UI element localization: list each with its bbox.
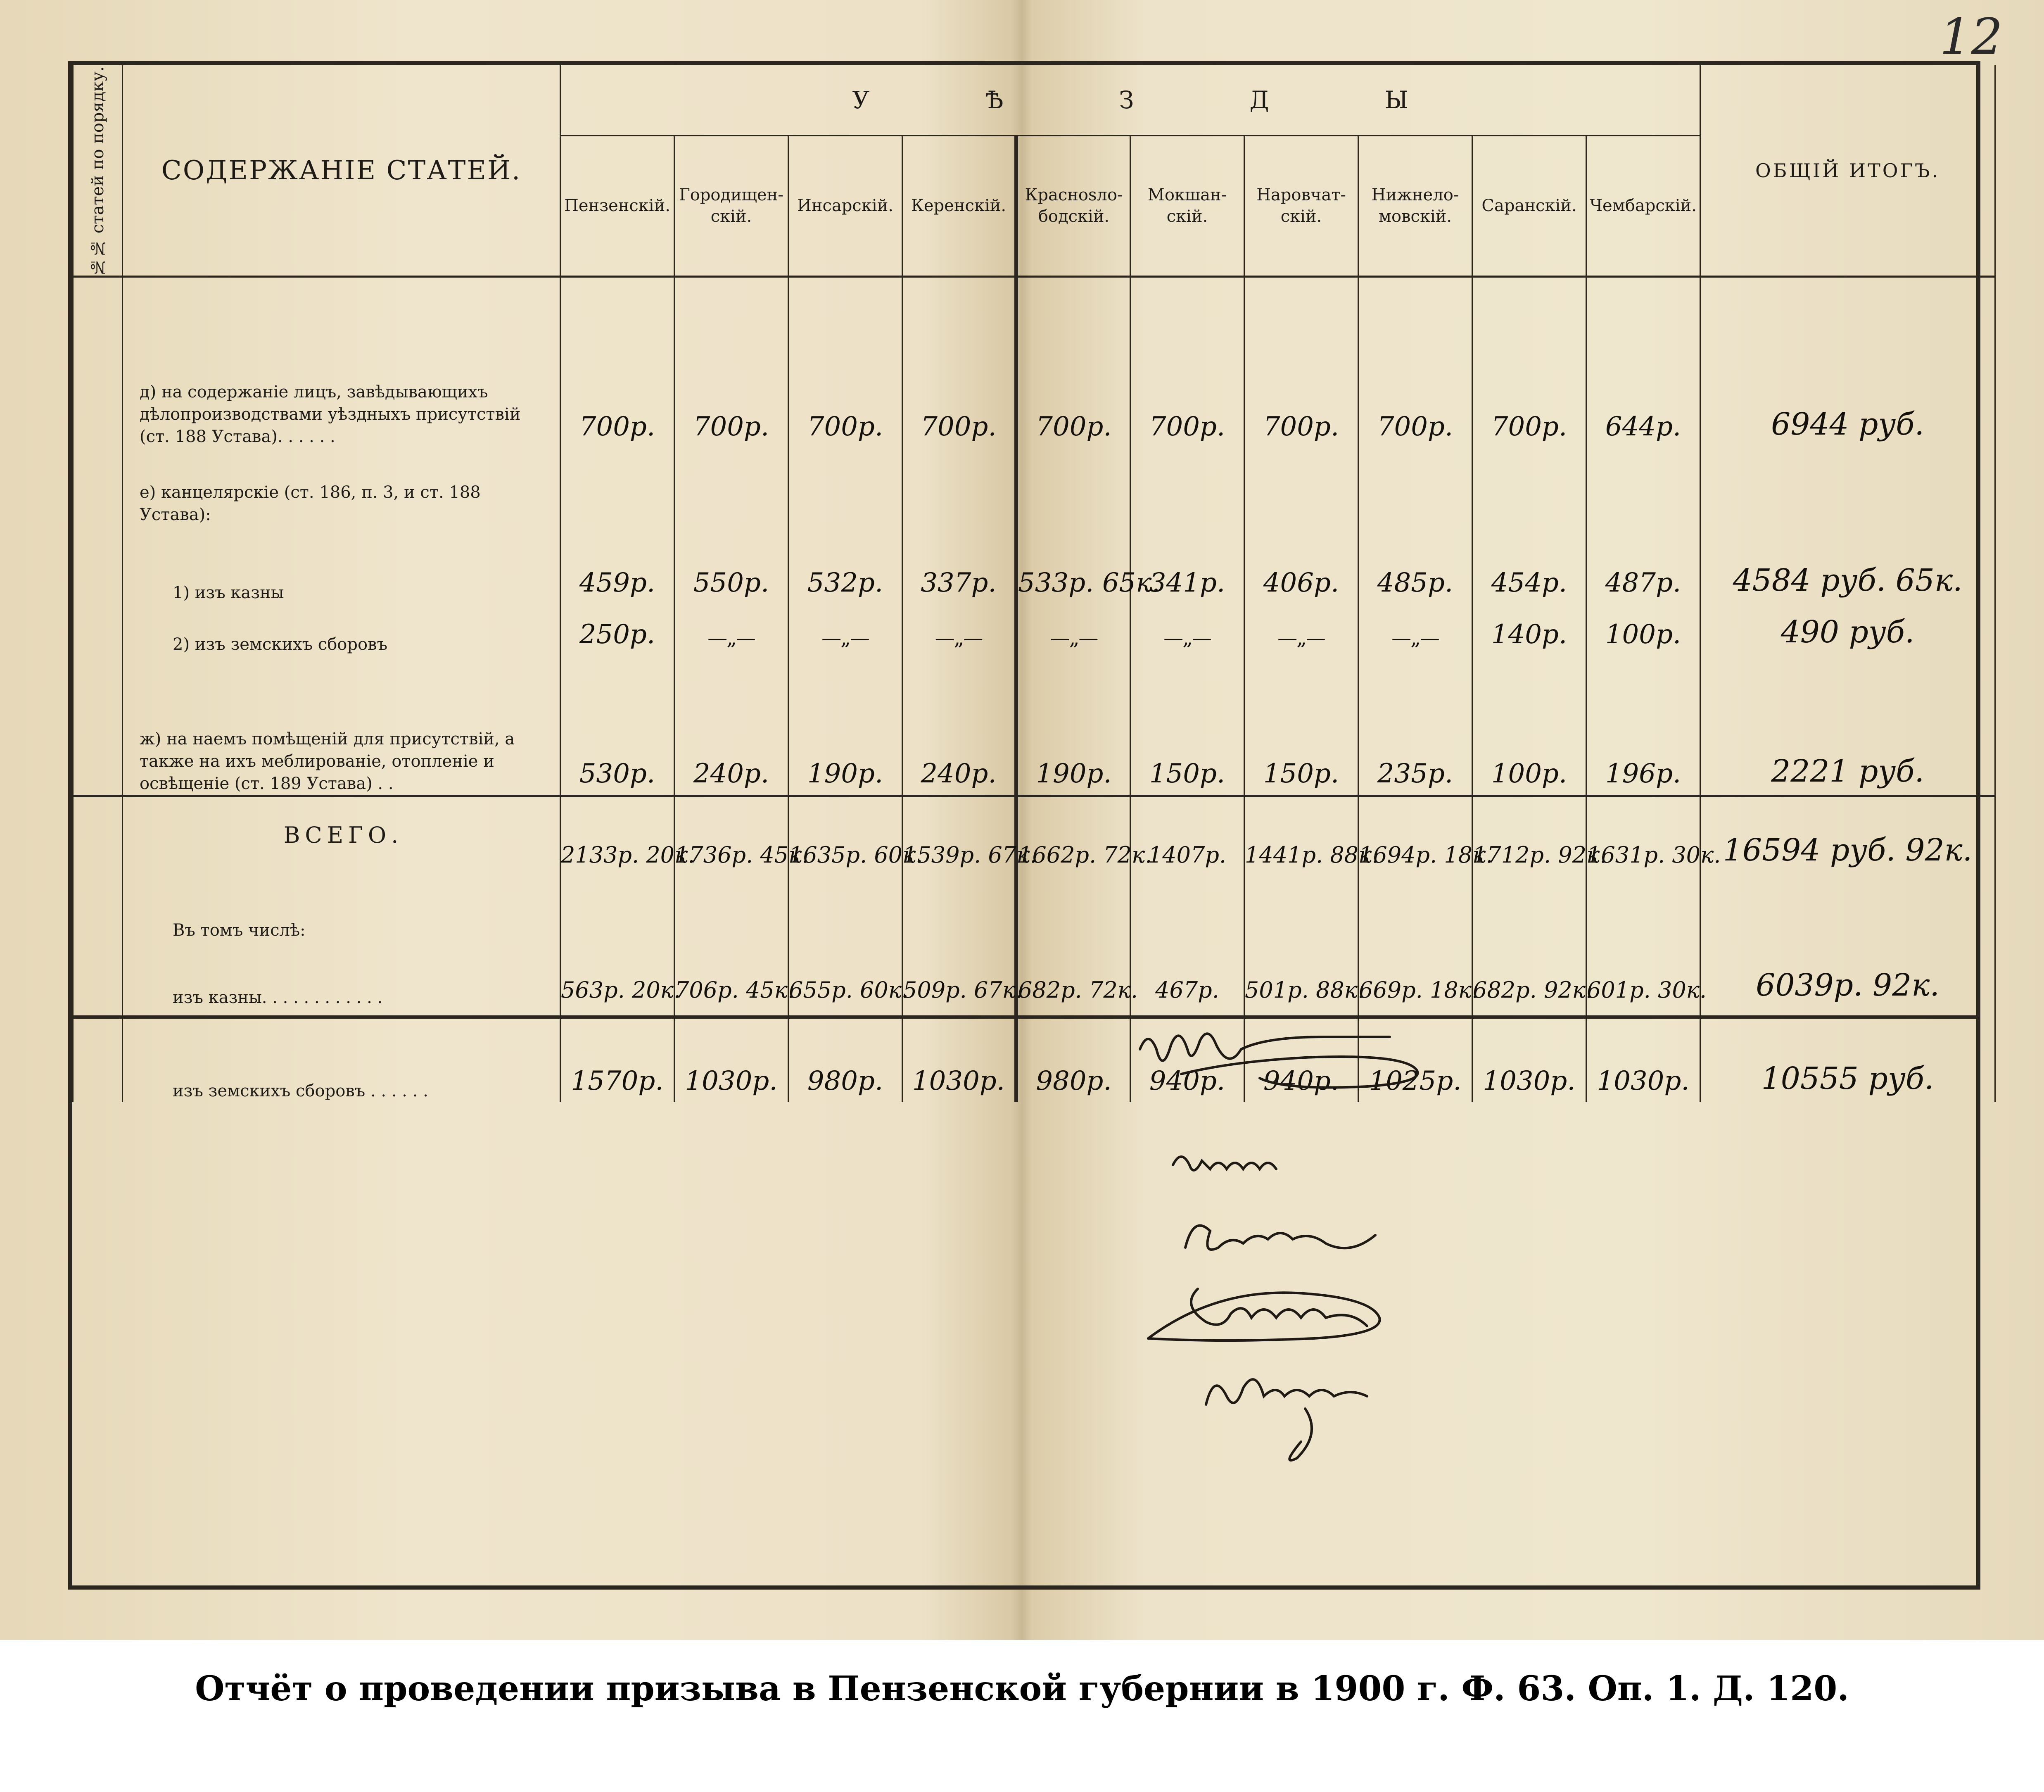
district-value: 682р. 72к. [1016,941,1130,1009]
district-value [902,874,1016,941]
row-total: 2221 руб. [1700,656,1995,796]
district-value: 532р. [788,526,902,604]
table-row [73,656,1995,796]
table-row [73,526,1995,604]
district-value [1130,448,1244,526]
district-value [902,448,1016,526]
district-value: 700р. [1358,277,1472,448]
row-label: ВСЕГО. [123,796,560,874]
district-value: 509р. 67к. [902,941,1016,1009]
district-value: 533р. 65к. [1016,526,1130,604]
district-value: 1570р. [560,1009,674,1102]
row-total: 490 руб. [1700,604,1995,656]
row-number-cell [73,277,123,448]
district-value: 196р. [1586,656,1700,796]
row-label: изъ земскихъ сборовъ . . . . . . [123,1009,560,1102]
district-value: 1030р. [1586,1009,1700,1102]
header-district: Мокшан- скій. [1130,135,1244,277]
district-value: 1030р. [1472,1009,1586,1102]
table-row [73,941,1995,1009]
district-value: 682р. 92к. [1472,941,1586,1009]
header-district: Пензенскій. [560,135,674,277]
district-value: 1539р. 67к. [902,796,1016,874]
district-value: 601р. 30к. [1586,941,1700,1009]
district-value: 190р. [788,656,902,796]
district-value [788,448,902,526]
district-value: —„— [902,604,1016,656]
row-total: 4584 руб. 65к. [1700,526,1995,604]
district-value [788,874,902,941]
district-value: 700р. [1472,277,1586,448]
handwritten-signatures [1123,1024,1495,1479]
district-value: 1025р. [1358,1009,1472,1102]
district-value [560,874,674,941]
district-value: 563р. 20к. [560,941,674,1009]
district-value: 467р. [1130,941,1244,1009]
table-row [73,604,1995,656]
row-label: изъ казны. . . . . . . . . . . . [123,941,560,1009]
district-value: 700р. [1016,277,1130,448]
table-row [73,1009,1995,1102]
district-value [674,874,788,941]
district-value [1016,448,1130,526]
header-district: Краснosло- бодскій. [1016,135,1130,277]
district-value: 644р. [1586,277,1700,448]
district-value: 485р. [1358,526,1472,604]
row-label: 1) изъ казны [123,526,560,604]
district-value: 250р. [560,604,674,656]
district-value [1358,874,1472,941]
district-value: 1635р. 60к. [788,796,902,874]
district-value: 1030р. [674,1009,788,1102]
row-number-cell [73,448,123,526]
table-row [73,874,1995,941]
district-value [1472,874,1586,941]
district-value: 100р. [1472,656,1586,796]
row-total [1700,448,1995,526]
district-value [560,448,674,526]
header-district: Инсарскій. [788,135,902,277]
district-value: 700р. [902,277,1016,448]
district-value [674,448,788,526]
district-value: 341р. [1130,526,1244,604]
ledger-frame [68,61,1980,1590]
district-value [1130,874,1244,941]
district-value [1244,874,1358,941]
district-value [1586,874,1700,941]
district-value: 980р. [1016,1009,1130,1102]
row-label: ж) на наемъ помѣщеній для присутствій, а также на ихъ меблированіе, отопленіе и освѣщеніе (ст. 189 Устава) . . [123,656,560,796]
header-content-column: СОДЕРЖАНІЕ СТАТЕЙ. [123,65,560,277]
ledger-body [73,277,1995,1103]
district-value [1586,448,1700,526]
district-value: 940р. [1244,1009,1358,1102]
caption: Отчёт о проведении призыва в Пензенской губернии в 1900 г. Ф. 63. Оп. 1. Д. 120. [195,1669,1849,1709]
header-district: Нижнело- мовскій. [1358,135,1472,277]
district-value: 140р. [1472,604,1586,656]
header-district: Наровчат- скій. [1244,135,1358,277]
row-label: д) на содержаніе лицъ, завѣдывающихъ дѣлопроизводствами уѣздныхъ присутствій (ст. 188 Устава). . . . . . [123,277,560,448]
district-value: —„— [674,604,788,656]
district-value: 337р. [902,526,1016,604]
header-district: Городищен- скій. [674,135,788,277]
district-value: 655р. 60к. [788,941,902,1009]
row-number-cell [73,874,123,941]
district-value: 150р. [1244,656,1358,796]
district-value: —„— [1244,604,1358,656]
header-total-column: ОБЩІЙ ИТОГЪ. [1700,65,1995,277]
row-total [1700,874,1995,941]
district-value: —„— [1358,604,1472,656]
district-value: 1662р. 72к. [1016,796,1130,874]
district-value: —„— [788,604,902,656]
district-value: 700р. [1130,277,1244,448]
district-value: 1712р. 92к. [1472,796,1586,874]
district-value: 240р. [674,656,788,796]
district-value: 1030р. [902,1009,1016,1102]
district-value: 700р. [1244,277,1358,448]
district-value: 550р. [674,526,788,604]
district-value: 700р. [674,277,788,448]
sheet-number: 12 [1940,8,2003,66]
district-value: 1694р. 18к. [1358,796,1472,874]
row-number-cell [73,1009,123,1102]
header-number-column: №№ статей по порядку. [73,65,123,277]
district-value: —„— [1016,604,1130,656]
district-value: 487р. [1586,526,1700,604]
district-value: 150р. [1130,656,1244,796]
row-number-cell [73,656,123,796]
row-total: 6944 руб. [1700,277,1995,448]
district-value: 1736р. 45к. [674,796,788,874]
district-value: 980р. [788,1009,902,1102]
district-value: 940р. [1130,1009,1244,1102]
row-number-cell [73,941,123,1009]
row-label: Въ томъ числѣ: [123,874,560,941]
row-total: 16594 руб. 92к. [1700,796,1995,874]
row-label: е) канцелярскіе (ст. 186, п. 3, и ст. 188 Устава): [123,448,560,526]
row-number-cell [73,604,123,656]
district-value: 706р. 45к. [674,941,788,1009]
row-number-cell [73,526,123,604]
district-value: 100р. [1586,604,1700,656]
district-value: 240р. [902,656,1016,796]
row-label: 2) изъ земскихъ сборовъ [123,604,560,656]
district-value [1244,448,1358,526]
district-value [1016,874,1130,941]
district-value: 235р. [1358,656,1472,796]
header-district: Керенскій. [902,135,1016,277]
district-value: 700р. [788,277,902,448]
ledger-table [72,65,1996,1102]
header-district: Чембарскій. [1586,135,1700,277]
district-value [1472,448,1586,526]
district-value: 1407р. [1130,796,1244,874]
row-total: 10555 руб. [1700,1009,1995,1102]
district-value [1358,448,1472,526]
table-row [73,796,1995,874]
district-value: —„— [1130,604,1244,656]
district-value: 1631р. 30к. [1586,796,1700,874]
row-number-cell [73,796,123,874]
row-total: 6039р. 92к. [1700,941,1995,1009]
district-value: 406р. [1244,526,1358,604]
district-value: 669р. 18к. [1358,941,1472,1009]
district-value: 530р. [560,656,674,796]
district-value: 1441р. 88к. [1244,796,1358,874]
district-value: 454р. [1472,526,1586,604]
district-value: 459р. [560,526,674,604]
district-value: 700р. [560,277,674,448]
district-value: 501р. 88к. [1244,941,1358,1009]
header-uezdy: УѢЗДЫ [560,65,1700,135]
header-district: Саранскій. [1472,135,1586,277]
table-row [73,277,1995,448]
district-value: 2133р. 20к. [560,796,674,874]
table-row [73,448,1995,526]
district-value: 190р. [1016,656,1130,796]
